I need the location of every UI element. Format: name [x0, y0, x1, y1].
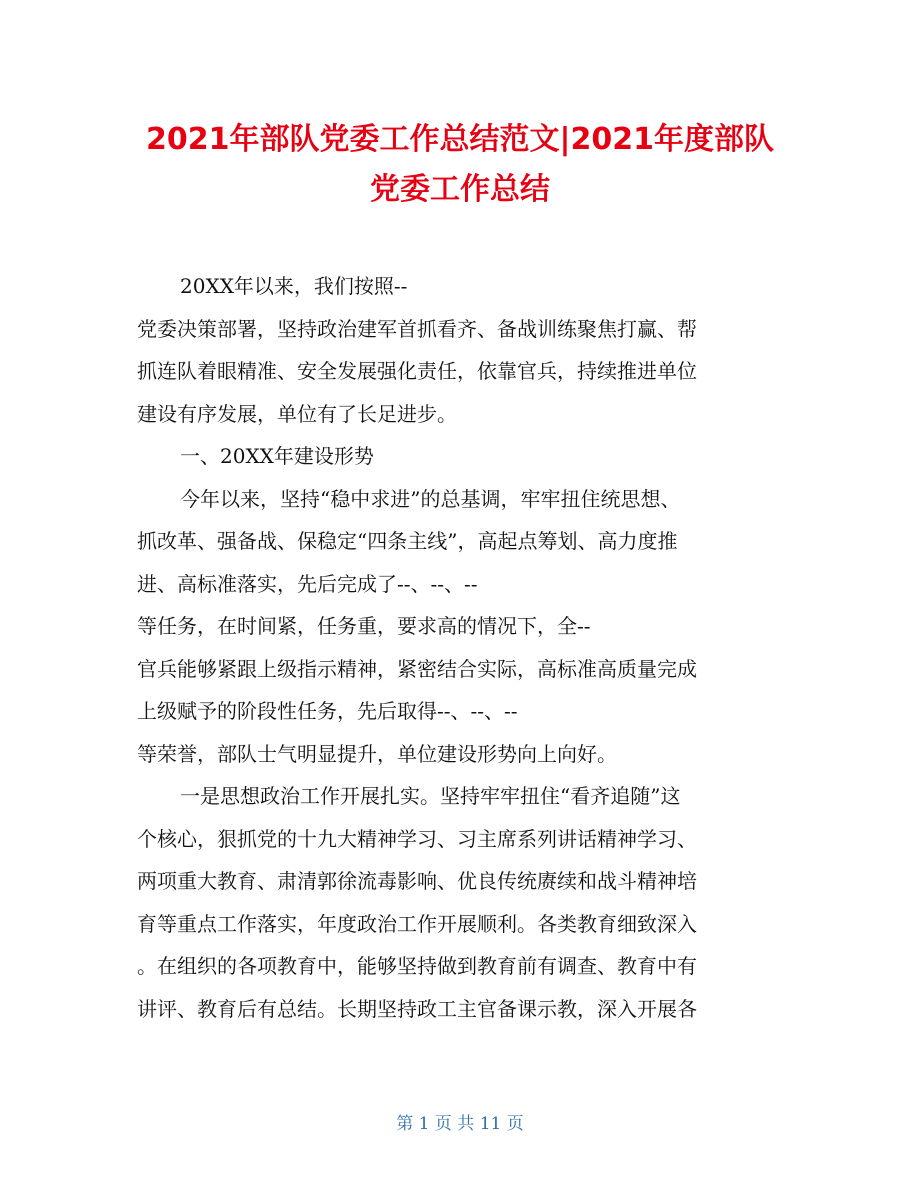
paragraph-line: 抓连队着眼精准、安全发展强化责任，依靠官兵，持续推进单位 — [137, 359, 697, 383]
page-number-footer: 第 1 页 共 11 页 — [396, 1114, 524, 1134]
document-title — [120, 115, 800, 215]
paragraph-line: 今年以来，坚持“稳中求进”的总基调，牢牢扭住统思想、 — [180, 486, 681, 511]
paragraph-line: 两项重大教育、肃清郭徐流毒影响、优良传统赓续和战斗精神培 — [137, 869, 697, 893]
paragraph-line: 官兵能够紧跟上级指示精神，紧密结合实际，高标准高质量完成 — [137, 656, 697, 681]
paragraph-line: 育等重点工作落实，年度政治工作开展顺利。各类教育细致深入 — [137, 911, 697, 936]
paragraph-line: 进、高标准落实，先后完成了--、--、-- — [137, 571, 478, 596]
paragraph-line: 一是思想政治工作开展扎实。坚持牢牢扭住“看齐追随”这 — [180, 784, 681, 808]
paragraph-line: 上级赋予的阶段性任务，先后取得--、--、-- — [137, 699, 518, 723]
paragraph-line: 20XX年以来，我们按照-- — [180, 274, 408, 298]
paragraph-line: 讲评、教育后有总结。长期坚持政工主官备课示教，深入开展各 — [137, 996, 697, 1021]
paragraph-line: 等任务，在时间紧，任务重，要求高的情况下，全-- — [137, 614, 591, 638]
title-line-1: 2021年部队党委工作总结范文|2021年度部队 — [146, 122, 774, 157]
section-heading: 一、20XX年建设形势 — [180, 444, 374, 468]
paragraph-line: 。在组织的各项教育中，能够坚持做到教育前有调查、教育中有 — [137, 954, 697, 978]
paragraph-line: 抓改革、强备战、保稳定“四条主线”，高起点筹划、高力度推 — [137, 529, 678, 553]
document-body — [137, 265, 777, 1030]
title-line-2: 党委工作总结 — [370, 172, 550, 207]
paragraph-line: 等荣誉，部队士气明显提升，单位建设形势向上向好。 — [137, 741, 617, 766]
paragraph-line: 个核心，狠抓党的十九大精神学习、习主席系列讲话精神学习、 — [137, 826, 697, 851]
paragraph-line: 建设有序发展，单位有了长足进步。 — [137, 401, 457, 426]
paragraph-line: 党委决策部署，坚持政治建军首抓看齐、备战训练聚焦打赢、帮 — [137, 316, 697, 341]
